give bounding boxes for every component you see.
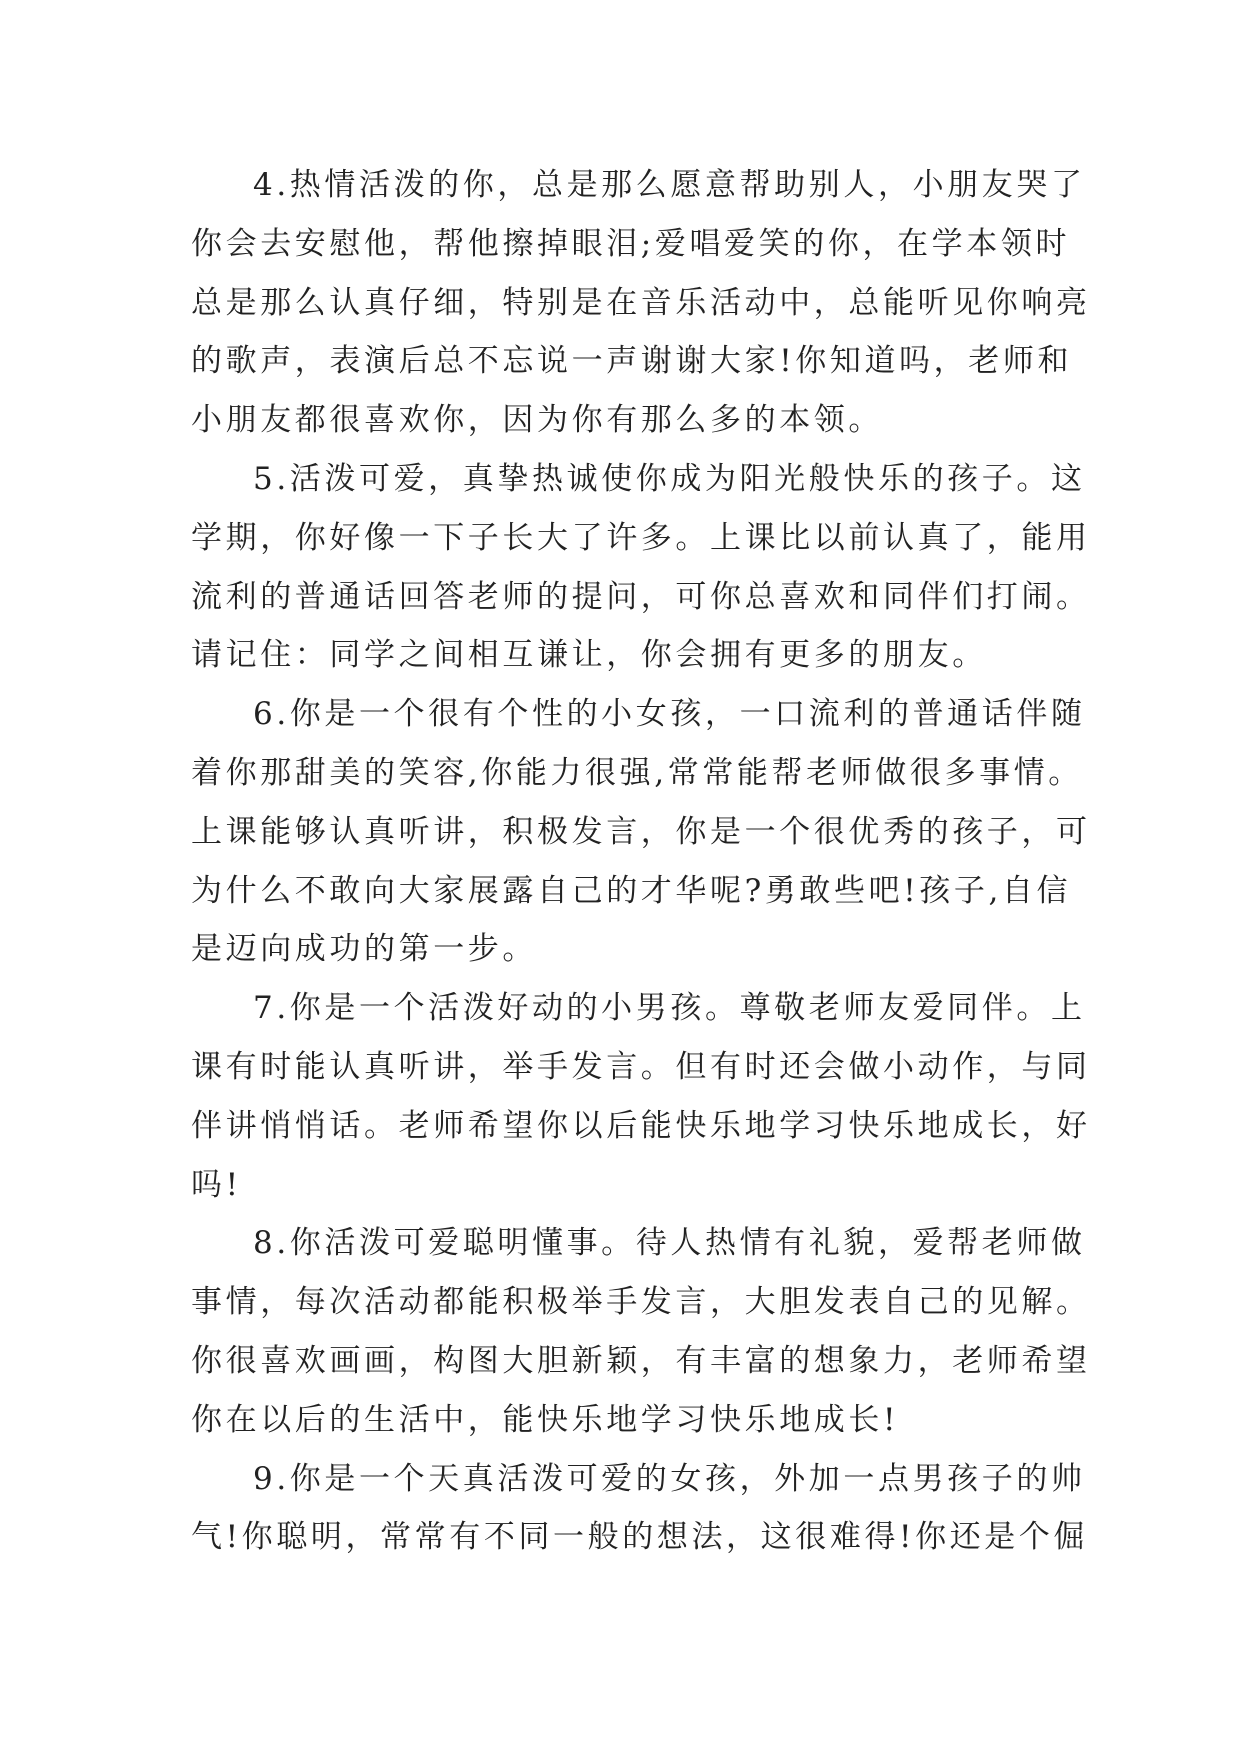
text-line: 5.活泼可爱，真挚热诚使你成为阳光般快乐的孩子。这 <box>253 460 1086 497</box>
text-line: 8.你活泼可爱聪明懂事。待人热情有礼貌，爱帮老师做 <box>253 1225 1086 1262</box>
text-line: 请记住：同学之间相互谦让，你会拥有更多的朋友。 <box>191 637 987 674</box>
text-line: 课有时能认真听讲，举手发言。但有时还会做小动作，与同 <box>191 1048 1091 1085</box>
text-line: 学期，你好像一下子长大了许多。上课比以前认真了，能用 <box>191 519 1091 556</box>
paragraph-7 <box>191 979 1091 1214</box>
paragraph-4 <box>191 156 1091 450</box>
text-line: 总是那么认真仔细，特别是在音乐活动中，总能听见你响亮 <box>191 284 1091 321</box>
text-line: 你会去安慰他，帮他擦掉眼泪;爱唱爱笑的你，在学本领时 <box>191 225 1071 262</box>
text-line: 你在以后的生活中，能快乐地学习快乐地成长! <box>191 1401 900 1438</box>
text-line: 你很喜欢画画，构图大胆新颖，有丰富的想象力，老师希望 <box>191 1342 1091 1379</box>
text-line: 事情，每次活动都能积极举手发言，大胆发表自己的见解。 <box>191 1284 1091 1321</box>
paragraph-9 <box>191 1450 1089 1568</box>
paragraph-8 <box>191 1214 1091 1449</box>
text-line: 小朋友都很喜欢你，因为你有那么多的本领。 <box>191 402 883 439</box>
text-line: 气!你聪明，常常有不同一般的想法，这很难得!你还是个倔 <box>191 1519 1089 1556</box>
document-body <box>191 156 1091 1567</box>
text-line: 的歌声，表演后总不忘说一声谢谢大家!你知道吗，老师和 <box>191 343 1073 380</box>
text-line: 9.你是一个天真活泼可爱的女孩，外加一点男孩子的帅 <box>253 1460 1086 1497</box>
text-line: 流利的普通话回答老师的提问，可你总喜欢和同伴们打闹。 <box>191 578 1091 615</box>
paragraph-5 <box>191 450 1091 685</box>
paragraph-6 <box>191 685 1091 979</box>
text-line: 7.你是一个活泼好动的小男孩。尊敬老师友爱同伴。上 <box>253 990 1086 1027</box>
text-line: 是迈向成功的第一步。 <box>191 931 537 968</box>
text-line: 6.你是一个很有个性的小女孩，一口流利的普通话伴随 <box>253 696 1086 733</box>
text-line: 为什么不敢向大家展露自己的才华呢?勇敢些吧!孩子,自信 <box>191 872 1072 909</box>
text-line: 着你那甜美的笑容,你能力很强,常常能帮老师做很多事情。 <box>191 754 1083 791</box>
text-line: 伴讲悄悄话。老师希望你以后能快乐地学习快乐地成长，好 <box>191 1107 1091 1144</box>
text-line: 上课能够认真听讲，积极发言，你是一个很优秀的孩子，可 <box>191 813 1091 850</box>
text-line: 吗! <box>191 1166 242 1203</box>
text-line: 4.热情活泼的你，总是那么愿意帮助别人，小朋友哭了 <box>253 167 1086 203</box>
